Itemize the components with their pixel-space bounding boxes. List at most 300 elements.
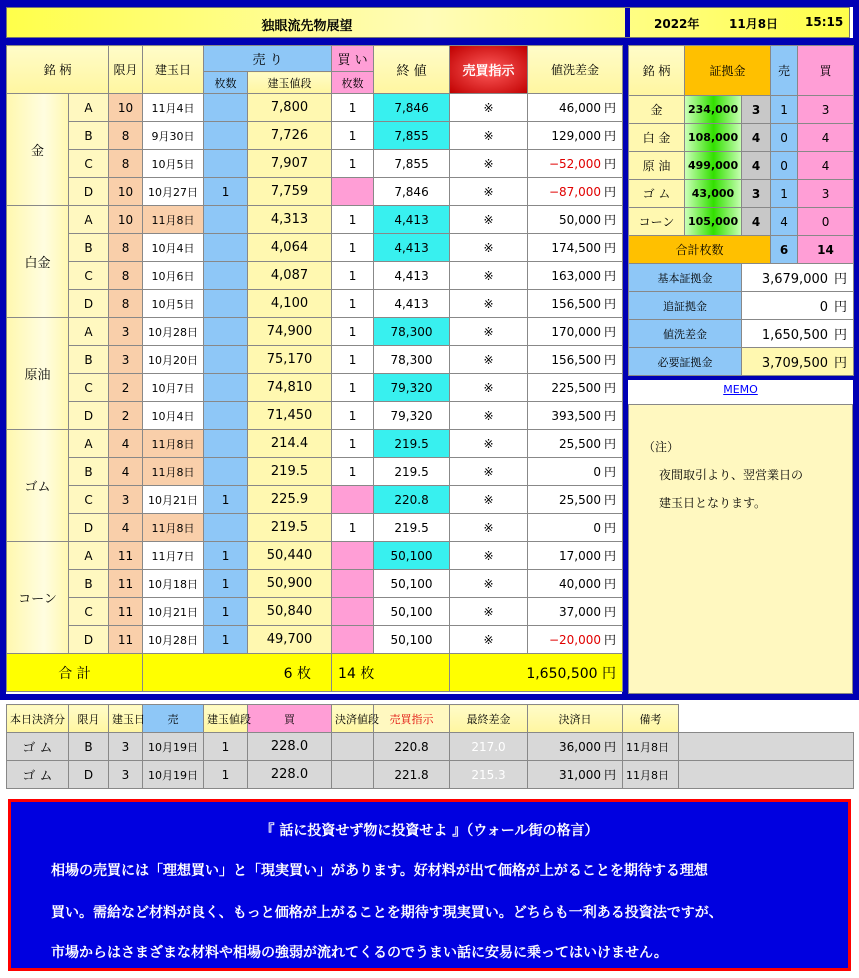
settle-gengetsu: 3 [109,761,143,789]
settle-col-header: 限月 [69,705,109,733]
series-label: D [69,290,109,318]
sell-qty-cell [204,458,248,486]
side-sell: 0 [771,124,798,152]
total-label: 合 計 [7,654,143,692]
buy-qty-cell [332,178,374,206]
settle-col-header: 買 [248,705,332,733]
series-label: B [69,346,109,374]
buy-qty-cell: 1 [332,514,374,542]
shiji-cell: ※ [450,262,528,290]
summary-value: 3,709,500 円 [742,348,854,376]
table-row [7,262,623,290]
header-shuuchi: 終 値 [374,46,450,94]
tategyoku-price-cell: 50,840 [248,598,332,626]
close-price-cell: 219.5 [374,430,450,458]
series-label: A [69,542,109,570]
side-row [629,180,854,208]
series-label: A [69,318,109,346]
summary-row [629,348,854,376]
side-qty: 4 [742,208,771,236]
settlement-row [7,761,854,789]
header-meigara: 銘 柄 [7,46,109,94]
series-label: D [69,514,109,542]
memo-box [628,404,853,694]
tatebi-cell: 10月21日 [143,598,204,626]
quote-title: 『 話に投資せず物に投資せよ 』（ウォール街の格言） [260,823,599,839]
table-row [7,290,623,318]
tatebi-cell: 10月27日 [143,178,204,206]
tatebi-cell: 10月21日 [143,486,204,514]
gengetsu-cell: 3 [109,346,143,374]
sagaku-cell: 50,000 円 [528,206,623,234]
series-label: A [69,430,109,458]
gengetsu-cell: 11 [109,626,143,654]
quote-box [8,799,851,971]
side-name: 白 金 [629,124,685,152]
series-label: C [69,150,109,178]
side-header-meigara: 銘 柄 [629,46,685,96]
summary-label: 必要証拠金 [629,348,742,376]
series-label: D [69,178,109,206]
close-price-cell: 7,855 [374,122,450,150]
header-baibai-shiji: 売買指示 [450,46,528,94]
side-shokokin: 43,000 [685,180,742,208]
settle-col-header: 備考 [623,705,679,733]
close-price-cell: 50,100 [374,570,450,598]
tategyoku-price-cell: 7,759 [248,178,332,206]
tatebi-cell: 11月7日 [143,542,204,570]
frame-mid [0,38,859,45]
table-row [7,94,623,122]
settle-gengetsu: 3 [109,733,143,761]
buy-qty-cell: 1 [332,318,374,346]
group-name: ゴム [7,430,69,542]
side-sell: 1 [771,180,798,208]
side-shokokin: 499,000 [685,152,742,180]
series-label: A [69,206,109,234]
side-name: 金 [629,96,685,124]
summary-value: 1,650,500 円 [742,320,854,348]
tategyoku-price-cell: 225.9 [248,486,332,514]
table-row [7,430,623,458]
side-buy: 4 [798,152,854,180]
sagaku-cell: 40,000 円 [528,570,623,598]
shiji-cell: ※ [450,430,528,458]
summary-label: 基本証拠金 [629,264,742,292]
memo-line-1: 夜間取引より、翌営業日の [659,468,804,482]
series-label: D [69,626,109,654]
close-price-cell: 7,846 [374,94,450,122]
side-row [629,124,854,152]
tategyoku-price-cell: 74,810 [248,374,332,402]
settle-bikou [679,761,854,789]
buy-qty-cell: 1 [332,290,374,318]
tatebi-cell: 11月8日 [143,514,204,542]
shiji-cell: ※ [450,318,528,346]
quote-line-2: 買い。需給など材料が良く、もっと価格が上がることを期待す現実買い。どちらも一利ある投資法ですが、 [51,905,723,921]
series-label: C [69,374,109,402]
close-price-cell: 4,413 [374,234,450,262]
sagaku-cell: −52,000 円 [528,150,623,178]
side-buy: 4 [798,124,854,152]
series-label: C [69,598,109,626]
summary-row [629,292,854,320]
settle-series: B [69,733,109,761]
header-kai: 買 い [332,46,374,72]
tategyoku-price-cell: 7,800 [248,94,332,122]
table-row [7,514,623,542]
side-shokokin: 108,000 [685,124,742,152]
gengetsu-cell: 3 [109,318,143,346]
settle-series: D [69,761,109,789]
gengetsu-cell: 2 [109,374,143,402]
shiji-cell: ※ [450,402,528,430]
buy-qty-cell: 1 [332,262,374,290]
sell-qty-cell [204,430,248,458]
tategyoku-price-cell: 219.5 [248,458,332,486]
table-row [7,122,623,150]
tatebi-cell: 10月4日 [143,402,204,430]
group-name: 原油 [7,318,69,430]
sagaku-cell: 37,000 円 [528,598,623,626]
side-row [629,152,854,180]
settle-shiji: 217.0 [450,733,528,761]
gengetsu-cell: 3 [109,486,143,514]
table-row [7,486,623,514]
sell-qty-cell [204,122,248,150]
side-name: 原 油 [629,152,685,180]
side-buy: 0 [798,208,854,236]
sell-qty-cell: 1 [204,542,248,570]
shiji-cell: ※ [450,206,528,234]
sell-qty-cell [204,234,248,262]
side-total-sell: 6 [771,236,798,264]
sell-qty-cell [204,346,248,374]
settle-date: 11月8日 [623,761,679,789]
side-sell: 4 [771,208,798,236]
series-label: A [69,94,109,122]
sell-qty-cell [204,318,248,346]
frame-top [0,0,859,7]
settle-buy [332,733,374,761]
sell-qty-cell [204,514,248,542]
sagaku-cell: 0 円 [528,458,623,486]
memo-line-2: 建玉日となります。 [659,496,767,510]
quote-line-3: 市場からはさまざまな材料や相場の強弱が流れてくるのでうまい話に安易に乗ってはいけません。 [51,945,668,961]
table-row [7,598,623,626]
tategyoku-price-cell: 74,900 [248,318,332,346]
shiji-cell: ※ [450,150,528,178]
series-label: B [69,458,109,486]
settle-price: 228.0 [248,733,332,761]
settle-buy [332,761,374,789]
buy-qty-cell [332,598,374,626]
close-price-cell: 219.5 [374,514,450,542]
shiji-cell: ※ [450,598,528,626]
tatebi-cell: 10月28日 [143,318,204,346]
side-qty: 3 [742,180,771,208]
side-sell: 0 [771,152,798,180]
header-bar [6,7,850,38]
header-divider [625,8,630,37]
tategyoku-price-cell: 7,726 [248,122,332,150]
sell-qty-cell [204,290,248,318]
series-label: B [69,122,109,150]
shiji-cell: ※ [450,94,528,122]
summary-label: 値洗差金 [629,320,742,348]
total-sell: 6 枚 [143,654,332,692]
header-tatebi: 建玉日 [143,46,204,94]
buy-qty-cell [332,542,374,570]
close-price-cell: 78,300 [374,318,450,346]
table-row [7,318,623,346]
tategyoku-price-cell: 214.4 [248,430,332,458]
settle-col-header: 建玉日 [109,705,143,733]
table-row [7,374,623,402]
memo-note: （注） [643,440,680,454]
sell-qty-cell: 1 [204,598,248,626]
table-row [7,346,623,374]
table-row [7,178,623,206]
settle-kessai-price: 221.8 [374,761,450,789]
header-sell-maisu: 枚数 [204,72,248,94]
settle-col-header: 最終差金 [450,705,528,733]
side-qty: 3 [742,96,771,124]
sell-qty-cell [204,374,248,402]
settlement-row [7,733,854,761]
side-sell: 1 [771,96,798,124]
sell-qty-cell: 1 [204,626,248,654]
series-label: C [69,486,109,514]
buy-qty-cell: 1 [332,374,374,402]
settle-col-header: 建玉値段 [204,705,248,733]
frame-bottom [0,694,859,700]
tatebi-cell: 10月18日 [143,570,204,598]
settle-price: 228.0 [248,761,332,789]
settle-kessai-price: 220.8 [374,733,450,761]
table-row [7,542,623,570]
table-row [7,206,623,234]
side-header-uri: 売 [771,46,798,96]
buy-qty-cell: 1 [332,150,374,178]
total-buy: 14 枚 [332,654,450,692]
gengetsu-cell: 8 [109,290,143,318]
sell-qty-cell [204,94,248,122]
settle-date: 11月8日 [623,733,679,761]
tategyoku-price-cell: 219.5 [248,514,332,542]
buy-qty-cell: 1 [332,346,374,374]
settlement-header [7,705,854,733]
side-qty: 4 [742,152,771,180]
sagaku-cell: 174,500 円 [528,234,623,262]
gengetsu-cell: 11 [109,542,143,570]
side-header-kai: 買 [798,46,854,96]
sagaku-cell: 17,000 円 [528,542,623,570]
header-date: 11月8日 [729,17,779,31]
sagaku-cell: −87,000 円 [528,178,623,206]
close-price-cell: 79,320 [374,402,450,430]
table-row [7,234,623,262]
shiji-cell: ※ [450,346,528,374]
gengetsu-cell: 11 [109,598,143,626]
side-name: ゴ ム [629,180,685,208]
gengetsu-cell: 10 [109,94,143,122]
gengetsu-cell: 11 [109,570,143,598]
settle-sell: 1 [204,761,248,789]
gengetsu-cell: 10 [109,206,143,234]
settle-col-header: 本日決済分 [7,705,69,733]
summary-row [629,320,854,348]
gengetsu-cell: 10 [109,178,143,206]
sell-qty-cell: 1 [204,486,248,514]
sell-qty-cell [204,206,248,234]
positions-table [6,45,623,692]
summary-label: 追証拠金 [629,292,742,320]
buy-qty-cell: 1 [332,122,374,150]
header-buy-maisu: 枚数 [332,72,374,94]
shiji-cell: ※ [450,626,528,654]
quote-line-1: 相場の売買には「理想買い」と「現実買い」があります。好材料が出て価格が上がることを期待する理想 [51,863,708,879]
tategyoku-price-cell: 75,170 [248,346,332,374]
tatebi-cell: 10月5日 [143,290,204,318]
tatebi-cell: 10月5日 [143,150,204,178]
total-sagaku: 1,650,500 円 [450,654,623,692]
header-time: 15:15 [805,15,844,29]
gengetsu-cell: 2 [109,402,143,430]
shiji-cell: ※ [450,122,528,150]
buy-qty-cell [332,570,374,598]
side-row [629,96,854,124]
shiji-cell: ※ [450,374,528,402]
shiji-cell: ※ [450,458,528,486]
gengetsu-cell: 8 [109,122,143,150]
table-row [7,402,623,430]
settle-sagaku: 31,000 円 [528,761,623,789]
table-row [7,150,623,178]
side-name: コーン [629,208,685,236]
settle-col-header: 売 [143,705,204,733]
tategyoku-price-cell: 4,087 [248,262,332,290]
shiji-cell: ※ [450,178,528,206]
settle-tatebi: 10月19日 [143,733,204,761]
settle-shiji: 215.3 [450,761,528,789]
shiji-cell: ※ [450,486,528,514]
sell-qty-cell: 1 [204,178,248,206]
side-row [629,208,854,236]
sell-qty-cell [204,150,248,178]
tategyoku-price-cell: 50,900 [248,570,332,598]
sagaku-cell: 156,500 円 [528,290,623,318]
close-price-cell: 219.5 [374,458,450,486]
tatebi-cell: 11月8日 [143,206,204,234]
settlement-table [6,704,854,789]
sagaku-cell: 129,000 円 [528,122,623,150]
shiji-cell: ※ [450,234,528,262]
tategyoku-price-cell: 4,313 [248,206,332,234]
close-price-cell: 4,413 [374,262,450,290]
sell-qty-cell [204,262,248,290]
sagaku-cell: 25,500 円 [528,430,623,458]
sell-qty-cell [204,402,248,430]
tategyoku-price-cell: 7,907 [248,150,332,178]
tatebi-cell: 11月4日 [143,94,204,122]
summary-row [629,264,854,292]
sagaku-cell: 393,500 円 [528,402,623,430]
summary-value: 0 円 [742,292,854,320]
settle-name: ゴ ム [7,761,69,789]
close-price-cell: 220.8 [374,486,450,514]
close-price-cell: 50,100 [374,626,450,654]
sagaku-cell: 25,500 円 [528,486,623,514]
table-row [7,458,623,486]
sell-qty-cell: 1 [204,570,248,598]
tatebi-cell: 9月30日 [143,122,204,150]
table-row [7,570,623,598]
side-shokokin: 105,000 [685,208,742,236]
tategyoku-price-cell: 4,064 [248,234,332,262]
settle-col-header: 決済値段 [332,705,374,733]
side-header-shokokin: 証拠金 [685,46,771,96]
tatebi-cell: 11月8日 [143,430,204,458]
tategyoku-price-cell: 49,700 [248,626,332,654]
settle-bikou [679,733,854,761]
series-label: C [69,262,109,290]
gengetsu-cell: 8 [109,262,143,290]
settle-tatebi: 10月19日 [143,761,204,789]
group-name: コーン [7,542,69,654]
tatebi-cell: 10月7日 [143,374,204,402]
gengetsu-cell: 8 [109,234,143,262]
side-qty: 4 [742,124,771,152]
buy-qty-cell: 1 [332,458,374,486]
buy-qty-cell [332,626,374,654]
sagaku-cell: −20,000 円 [528,626,623,654]
buy-qty-cell: 1 [332,234,374,262]
close-price-cell: 79,320 [374,374,450,402]
close-price-cell: 7,855 [374,150,450,178]
buy-qty-cell: 1 [332,430,374,458]
header-uri: 売 り [204,46,332,72]
shiji-cell: ※ [450,542,528,570]
tatebi-cell: 10月4日 [143,234,204,262]
header-nearai-sakin: 値洗差金 [528,46,623,94]
series-label: B [69,570,109,598]
buy-qty-cell [332,486,374,514]
settle-sagaku: 36,000 円 [528,733,623,761]
shiji-cell: ※ [450,290,528,318]
tategyoku-price-cell: 4,100 [248,290,332,318]
close-price-cell: 50,100 [374,598,450,626]
shiji-cell: ※ [450,514,528,542]
tategyoku-price-cell: 50,440 [248,542,332,570]
tatebi-cell: 10月20日 [143,346,204,374]
header-tategyoku-nedan: 建玉値段 [248,72,332,94]
close-price-cell: 4,413 [374,290,450,318]
settle-col-header: 決済日 [528,705,623,733]
settle-name: ゴ ム [7,733,69,761]
sagaku-cell: 163,000 円 [528,262,623,290]
header-year: 2022年 [654,17,700,31]
close-price-cell: 7,846 [374,178,450,206]
series-label: B [69,234,109,262]
side-total-buy: 14 [798,236,854,264]
memo-link[interactable]: MEMO [628,380,853,400]
summary-value: 3,679,000 円 [742,264,854,292]
tategyoku-price-cell: 71,450 [248,402,332,430]
group-name: 金 [7,94,69,206]
shiji-cell: ※ [450,570,528,598]
sagaku-cell: 156,500 円 [528,346,623,374]
